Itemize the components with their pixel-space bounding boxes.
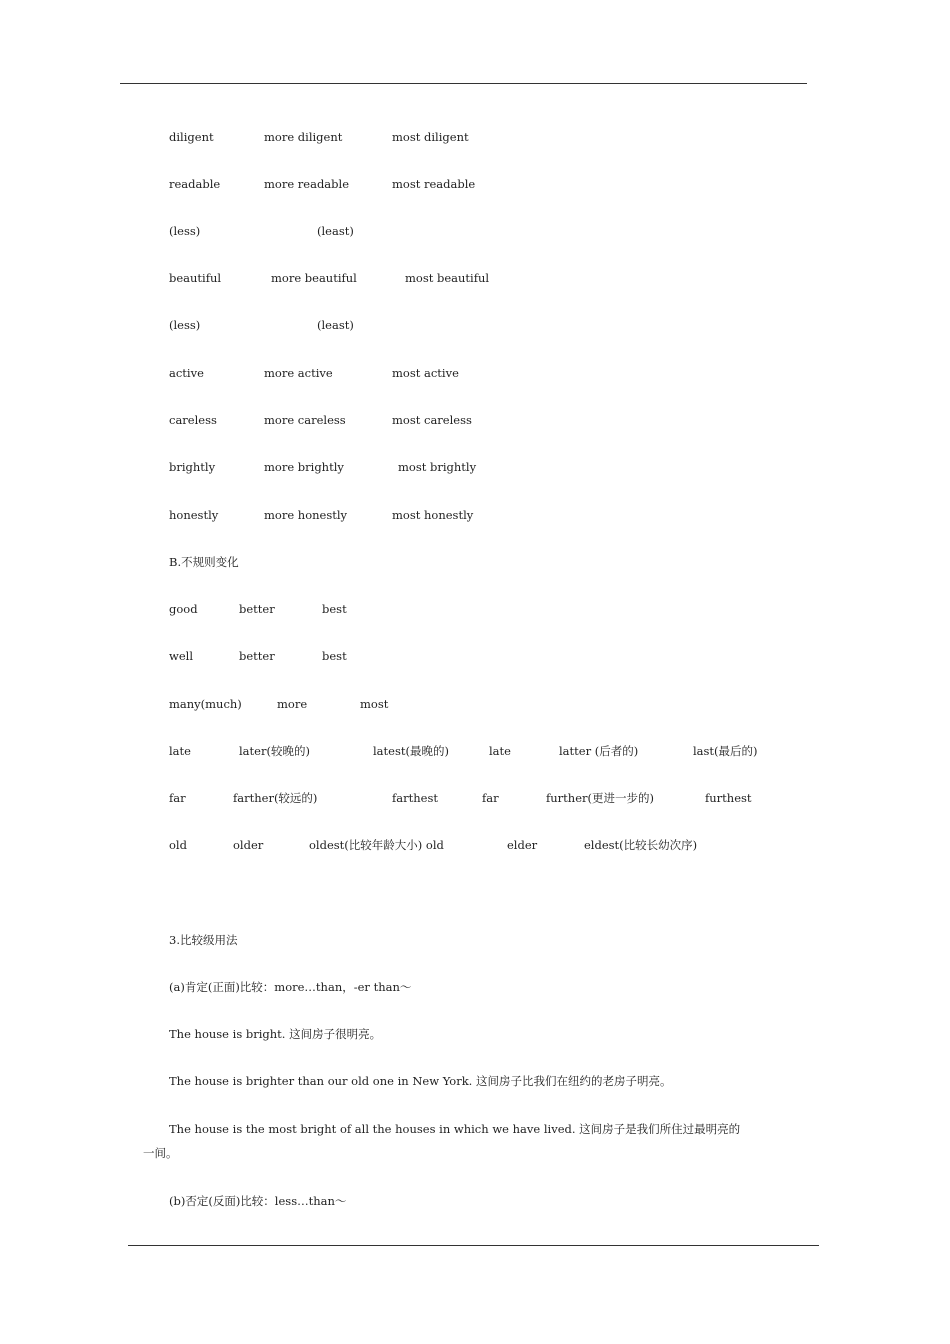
word-comparative-alt: elder bbox=[507, 838, 538, 852]
word-comparative: more beautiful bbox=[271, 271, 357, 285]
word-superlative: farthest bbox=[392, 791, 438, 805]
section-3a-heading: (a)肯定(正面)比较：more…than，-er than～ bbox=[169, 980, 412, 994]
word-superlative: most diligent bbox=[392, 130, 469, 144]
header-rule bbox=[120, 83, 807, 84]
word-superlative: best bbox=[322, 602, 347, 616]
word-superlative: most careless bbox=[392, 413, 472, 427]
example-sentence: The house is the most bright of all the houses in which we have lived. 这间房子是我们所住过最明亮的 bbox=[169, 1122, 741, 1136]
word-base: careless bbox=[169, 413, 217, 427]
word-comparative: more bbox=[277, 697, 308, 711]
word-comparative: more readable bbox=[264, 177, 350, 191]
section-3-heading: 3.比较级用法 bbox=[169, 933, 238, 947]
example-sentence: The house is brighter than our old one in New York. 这间房子比我们在纽约的老房子明亮。 bbox=[169, 1074, 672, 1088]
word-base: readable bbox=[169, 177, 221, 191]
word-comparative-alt: latter (后者的) bbox=[559, 744, 639, 758]
word-base: late bbox=[169, 744, 191, 758]
word-base: old bbox=[169, 838, 187, 852]
word-superlative-alt: last(最后的) bbox=[693, 744, 758, 758]
word-superlative: most honestly bbox=[392, 508, 474, 522]
word-superlative: most active bbox=[392, 366, 459, 380]
word-base: many(much) bbox=[169, 697, 242, 711]
word-base: diligent bbox=[169, 130, 214, 144]
word-comparative: more brightly bbox=[264, 460, 344, 474]
word-base: far bbox=[169, 791, 186, 805]
word-less: (less) bbox=[169, 318, 201, 332]
word-comparative: better bbox=[239, 649, 275, 663]
word-base: beautiful bbox=[169, 271, 222, 285]
word-comparative: more careless bbox=[264, 413, 346, 427]
word-comparative: later(较晚的) bbox=[239, 744, 310, 758]
word-base: brightly bbox=[169, 460, 216, 474]
example-sentence: The house is bright. 这间房子很明亮。 bbox=[169, 1027, 382, 1041]
word-comparative: more diligent bbox=[264, 130, 343, 144]
word-superlative-alt: eldest(比较长幼次序) bbox=[584, 838, 698, 852]
word-comparative: more active bbox=[264, 366, 333, 380]
word-superlative-alt: furthest bbox=[705, 791, 752, 805]
word-base: well bbox=[169, 649, 194, 663]
word-least: (least) bbox=[317, 224, 354, 238]
word-comparative: more honestly bbox=[264, 508, 348, 522]
word-base-alt: late bbox=[489, 744, 511, 758]
word-base-alt: far bbox=[482, 791, 499, 805]
word-base: honestly bbox=[169, 508, 219, 522]
word-comparative: farther(较远的) bbox=[233, 791, 318, 805]
word-base: active bbox=[169, 366, 204, 380]
word-superlative: latest(最晚的) bbox=[373, 744, 449, 758]
word-less: (less) bbox=[169, 224, 201, 238]
example-sentence-continued: 一间。 bbox=[143, 1146, 178, 1160]
word-superlative: most beautiful bbox=[405, 271, 490, 285]
word-superlative: best bbox=[322, 649, 347, 663]
word-superlative: oldest(比较年龄大小) old bbox=[309, 838, 444, 852]
footer-rule bbox=[128, 1245, 819, 1246]
word-base: good bbox=[169, 602, 198, 616]
word-least: (least) bbox=[317, 318, 354, 332]
word-superlative: most brightly bbox=[398, 460, 477, 474]
word-superlative: most bbox=[360, 697, 389, 711]
word-comparative-alt: further(更进一步的) bbox=[546, 791, 654, 805]
section-3b-heading: (b)否定(反面)比较：less…than～ bbox=[169, 1194, 347, 1208]
irregular-heading: B.不规则变化 bbox=[169, 555, 239, 569]
word-superlative: most readable bbox=[392, 177, 476, 191]
word-comparative: better bbox=[239, 602, 275, 616]
word-comparative: older bbox=[233, 838, 264, 852]
